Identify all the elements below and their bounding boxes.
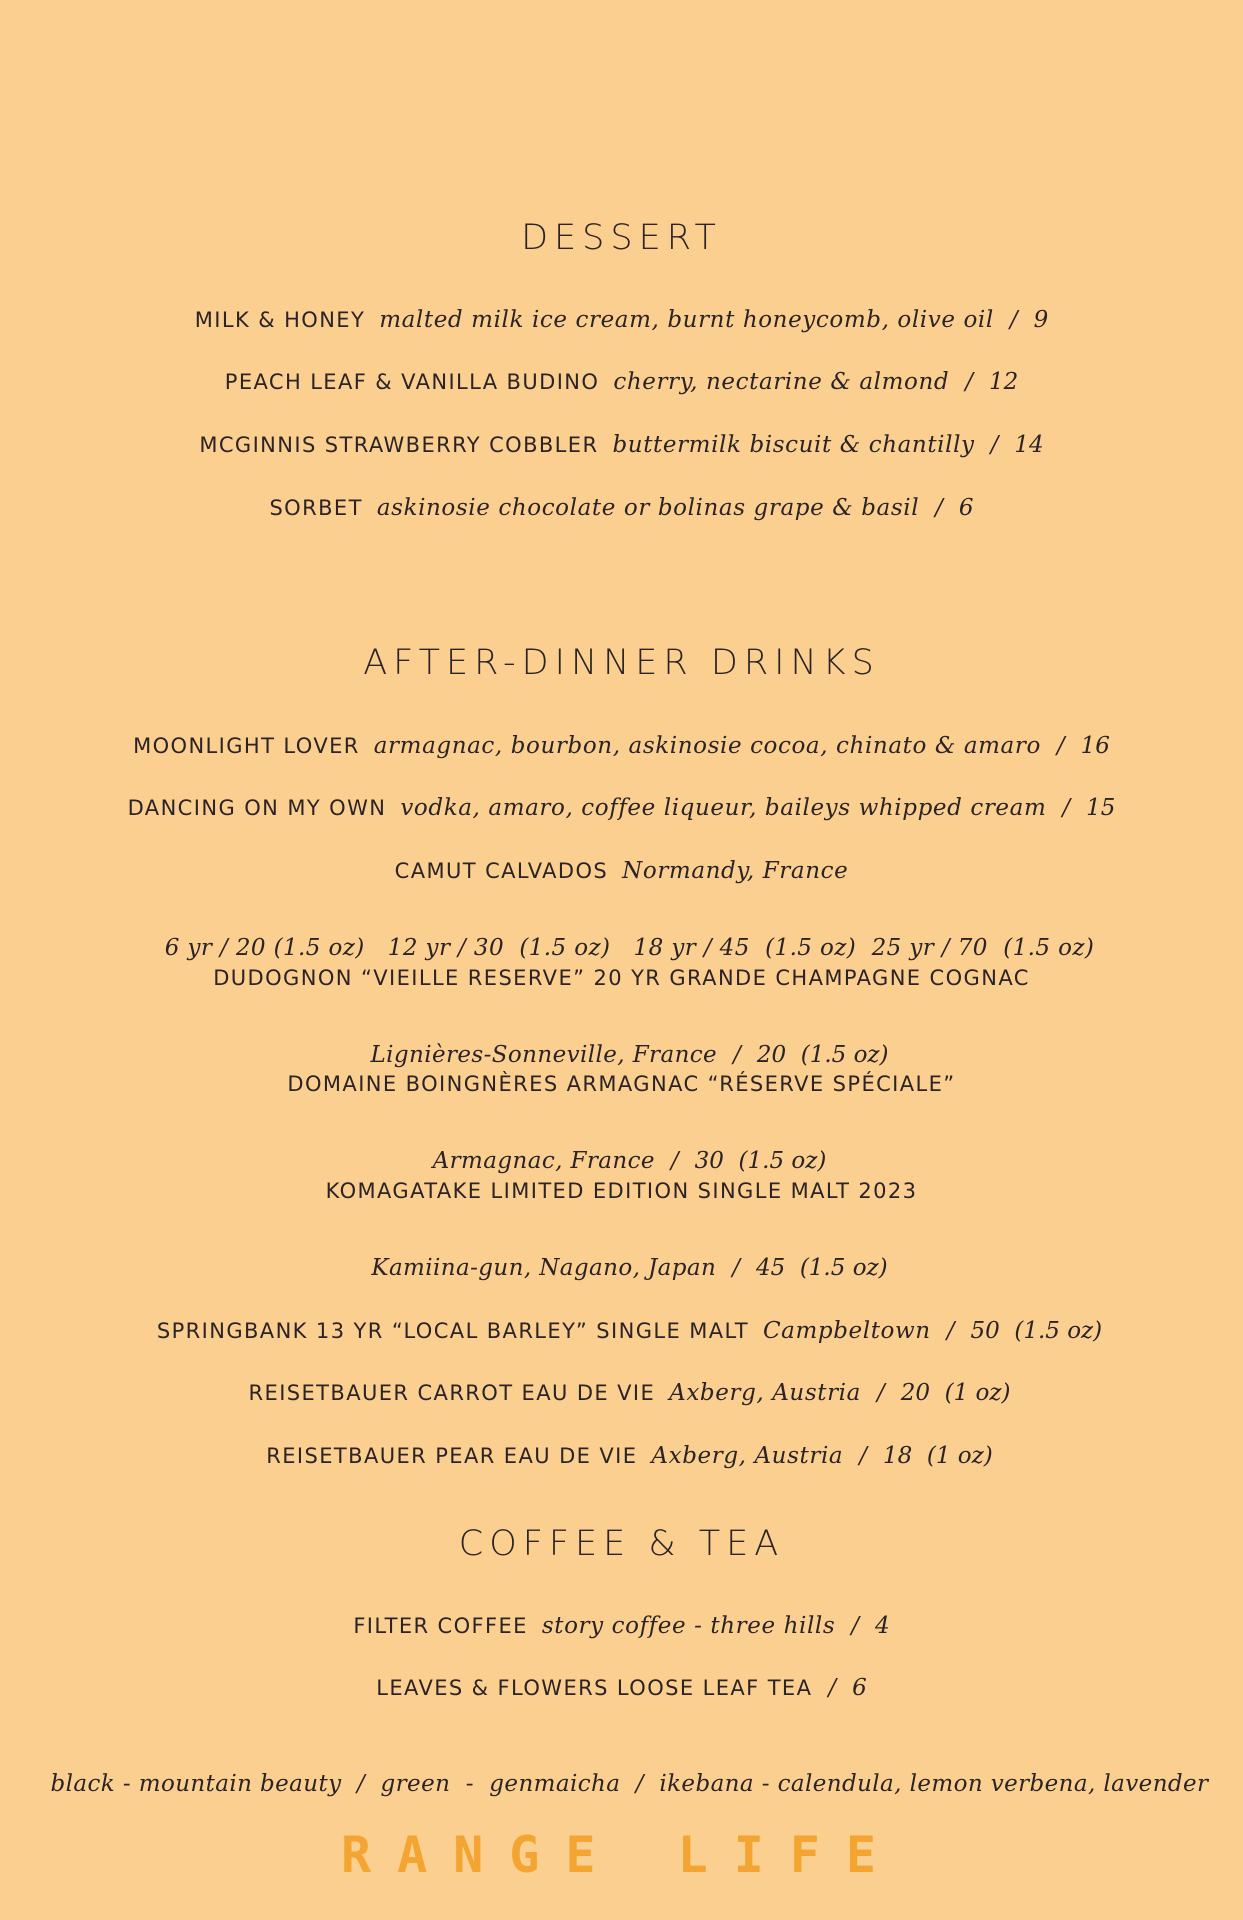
item-price: 15 — [1086, 795, 1116, 821]
item-price: 14 — [1014, 432, 1044, 458]
menu-item-boingneres-armagnac — [0, 1067, 1243, 1104]
item-description: story coffee - three hills — [541, 1613, 836, 1639]
item-description: Axberg, Austria — [669, 1380, 861, 1406]
item-description: Normandy, France — [622, 858, 849, 884]
item-detail: 6 yr / 20 (1.5 oz) 12 yr / 30 (1.5 oz) 18 yr / 45 (1.5 oz) 25 yr / 70 (1.5 oz) — [164, 935, 1095, 961]
menu-item-milk-honey — [0, 303, 1243, 340]
price-separator: / — [990, 432, 999, 458]
price-separator: / — [935, 495, 943, 521]
item-price: 45 (1.5 oz) — [755, 1255, 888, 1281]
price-separator: / — [851, 1613, 860, 1639]
item-name: DANCING ON MY OWN — [127, 796, 387, 820]
price-separator: / — [733, 1042, 741, 1068]
item-description: cherry, nectarine & almond — [613, 369, 950, 395]
item-price: 20 (1 oz) — [900, 1380, 1011, 1406]
item-price: 16 — [1080, 733, 1110, 759]
tea-varieties — [0, 1733, 1243, 1838]
menu-item-camut-calvados — [0, 854, 1243, 891]
item-description: vodka, amaro, coffee liqueur, baileys whipped cream — [400, 795, 1047, 821]
menu-item-filter-coffee — [0, 1609, 1243, 1646]
item-name: LEAVES & FLOWERS LOOSE LEAF TEA — [376, 1676, 813, 1700]
item-description: buttermilk biscuit & chantilly — [612, 432, 975, 458]
price-separator: / — [876, 1380, 885, 1406]
item-price: 4 — [875, 1613, 890, 1639]
price-separator: / — [859, 1443, 867, 1469]
menu-item-loose-leaf-tea — [0, 1671, 1243, 1708]
price-separator: / — [1062, 795, 1071, 821]
item-origin: Kamiina-gun, Nagano, Japan — [371, 1255, 717, 1281]
item-price: 18 (1 oz) — [882, 1443, 993, 1469]
menu-item-peach-leaf-budino — [0, 365, 1243, 402]
menu-item-dancing-on-my-own — [0, 791, 1243, 828]
price-separator: / — [1009, 307, 1018, 333]
menu-item-reisetbauer-pear — [0, 1405, 1243, 1510]
item-price: 30 (1.5 oz) — [694, 1148, 827, 1174]
item-name: SORBET — [269, 496, 363, 520]
coffee-tea-title: COFFEE & TEA — [458, 1524, 785, 1564]
menu-item-moonlight-lover — [0, 729, 1243, 766]
item-name: DOMAINE BOINGNÈRES ARMAGNAC “RÉSERVE SPÉCIALE” — [287, 1072, 956, 1096]
item-description: Axberg, Austria — [651, 1443, 844, 1469]
menu-item-komagatake — [0, 1174, 1243, 1211]
menu-item-strawberry-cobbler — [0, 428, 1243, 465]
menu-item-dudognon-cognac — [0, 961, 1243, 998]
item-name: DUDOGNON “VIEILLE RESERVE” 20 YR GRANDE CHAMPAGNE COGNAC — [213, 966, 1030, 990]
item-name: PEACH LEAF & VANILLA BUDINO — [224, 370, 600, 394]
range-life-logo: RANGE LIFE — [340, 1826, 903, 1884]
item-price: 6 — [958, 495, 974, 521]
item-origin: Armagnac, France — [432, 1148, 655, 1174]
item-origin: Lignières-Sonneville, France — [370, 1042, 718, 1068]
dessert-title: DESSERT — [521, 218, 722, 258]
item-description: malted milk ice cream, burnt honeycomb, olive oil — [379, 307, 994, 333]
price-separator: / — [670, 1148, 679, 1174]
item-price: 6 — [852, 1675, 867, 1701]
item-description: askinosie chocolate or bolinas grape & basil — [376, 495, 920, 521]
price-separator: / — [1056, 733, 1065, 759]
price-separator: / — [946, 1318, 955, 1344]
item-price: 50 (1.5 oz) — [970, 1318, 1103, 1344]
item-name: REISETBAUER CARROT EAU DE VIE — [248, 1381, 656, 1405]
after-dinner-drinks-title: AFTER-DINNER DRINKS — [363, 643, 880, 683]
item-price: 20 (1.5 oz) — [756, 1042, 889, 1068]
price-separator: / — [828, 1675, 837, 1701]
item-description: armagnac, bourbon, askinosie cocoa, chinato & amaro — [373, 733, 1041, 759]
item-name: FILTER COFFEE — [353, 1614, 528, 1638]
tea-varieties-text: black - mountain beauty / green - genmaicha / ikebana - calendula, lemon verbena, lavender — [50, 1771, 1209, 1797]
item-name: CAMUT CALVADOS — [394, 859, 609, 883]
item-name: MCGINNIS STRAWBERRY COBBLER — [199, 433, 599, 457]
item-name: KOMAGATAKE LIMITED EDITION SINGLE MALT 2023 — [325, 1179, 918, 1203]
price-separator: / — [965, 369, 973, 395]
item-price: 12 — [988, 369, 1019, 395]
price-separator: / — [732, 1255, 740, 1281]
item-name: REISETBAUER PEAR EAU DE VIE — [266, 1444, 638, 1468]
item-description: Campbeltown — [762, 1318, 931, 1344]
item-name: MOONLIGHT LOVER — [133, 734, 360, 758]
item-name: MILK & HONEY — [194, 308, 366, 332]
item-price: 9 — [1033, 307, 1049, 333]
item-name: SPRINGBANK 13 YR “LOCAL BARLEY” SINGLE MALT — [156, 1319, 749, 1343]
menu-item-sorbet — [0, 491, 1243, 528]
